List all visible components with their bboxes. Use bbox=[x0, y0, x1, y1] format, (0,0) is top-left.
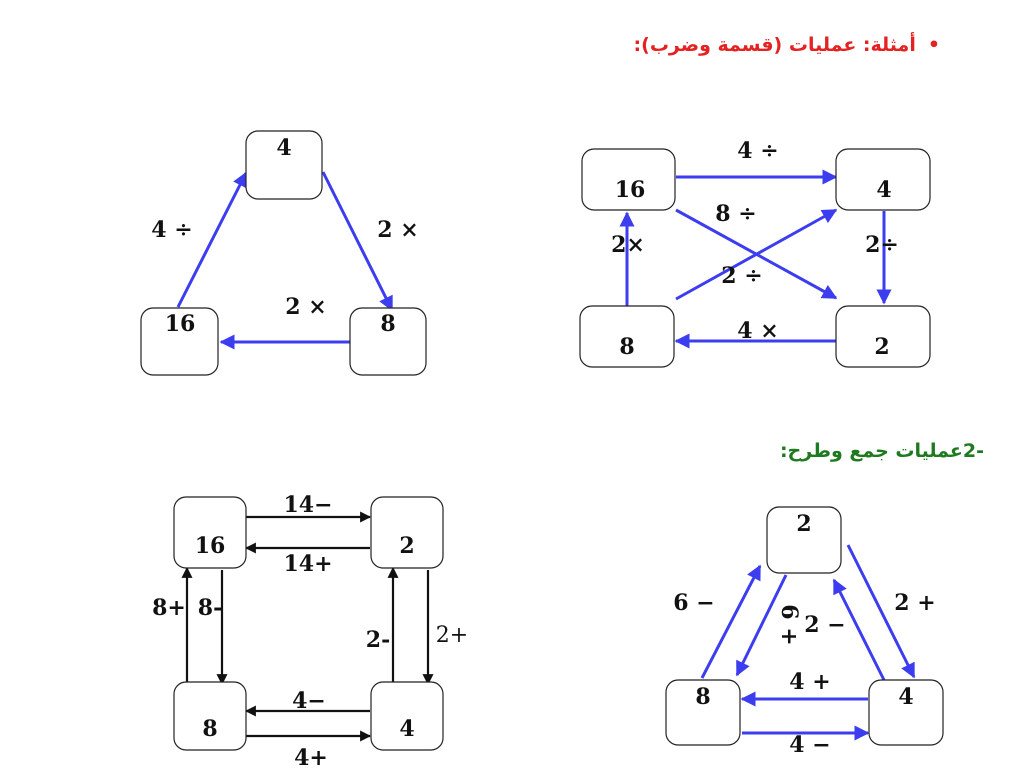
edge-bl-to-tl-label: 2× bbox=[611, 232, 645, 258]
edge-br-to-tr-label: 2- bbox=[365, 627, 391, 653]
edge-tr-to-br-label: 2+ bbox=[435, 623, 469, 648]
edge-left-to-top-arrow bbox=[702, 566, 760, 678]
node-top-label: 4 bbox=[276, 135, 292, 161]
node-right-label: 8 bbox=[380, 311, 396, 337]
edge-right-to-left-label: 4 + bbox=[789, 669, 831, 695]
add-triangle-diagram bbox=[666, 507, 943, 758]
mul-triangle-diagram bbox=[141, 131, 426, 375]
node-left-label: 8 bbox=[695, 684, 711, 710]
mul-square-diagram bbox=[580, 138, 930, 367]
edge-left-to-top-label: 6 − bbox=[673, 590, 715, 616]
edge-tr-to-tl-label: 14+ bbox=[283, 551, 333, 577]
add-square-diagram bbox=[152, 492, 468, 768]
node-left-label: 16 bbox=[164, 311, 196, 337]
node-top-right-label: 2 bbox=[399, 533, 415, 559]
node-right-label: 4 bbox=[898, 684, 914, 710]
edge-left-to-right-label: 4 − bbox=[789, 732, 831, 758]
edge-bl-to-tl-label: 8+ bbox=[152, 595, 186, 621]
edge-top-to-left-label: 6 + bbox=[776, 604, 802, 646]
edge-bl-to-tr-label: 2 ÷ bbox=[721, 263, 763, 289]
edge-tl-to-tr-label: 4 ÷ bbox=[737, 138, 779, 164]
edge-tl-to-br-label: 8 ÷ bbox=[715, 201, 757, 227]
edge-tl-to-tr-label: 14− bbox=[283, 492, 333, 518]
edge-tl-to-bl-label: 8- bbox=[197, 595, 223, 621]
edge-tr-to-br-label: 2÷ bbox=[865, 232, 899, 258]
edge-right-to-top-label: 2 − bbox=[804, 612, 846, 638]
section-title-text: أمثلة: عمليات (قسمة وضرب): bbox=[633, 34, 916, 56]
node-top-right-label: 4 bbox=[876, 177, 892, 203]
bullet-icon: • bbox=[927, 34, 940, 56]
node-bottom-right-label: 2 bbox=[874, 334, 890, 360]
section-title-addition-subtraction: -2عمليات جمع وطرح: bbox=[779, 440, 984, 462]
edge-right-to-left-label: 2 × bbox=[285, 294, 327, 320]
edge-left-to-top-label: 4 ÷ bbox=[151, 217, 193, 243]
node-top-label: 2 bbox=[796, 511, 812, 537]
node-top-left-label: 16 bbox=[614, 177, 646, 203]
edge-br-to-bl-label: 4 × bbox=[737, 318, 779, 344]
edge-br-to-bl-label: 4− bbox=[292, 688, 326, 714]
node-bottom-right-label: 4 bbox=[399, 716, 415, 742]
node-top-left-label: 16 bbox=[194, 533, 226, 559]
node-bottom-left-label: 8 bbox=[619, 334, 635, 360]
edge-top-to-right-label: 2 + bbox=[894, 590, 936, 616]
edge-top-to-right-label: 2 × bbox=[377, 217, 419, 243]
edge-bl-to-br-label: 4+ bbox=[294, 745, 328, 768]
node-bottom-left-label: 8 bbox=[202, 716, 218, 742]
